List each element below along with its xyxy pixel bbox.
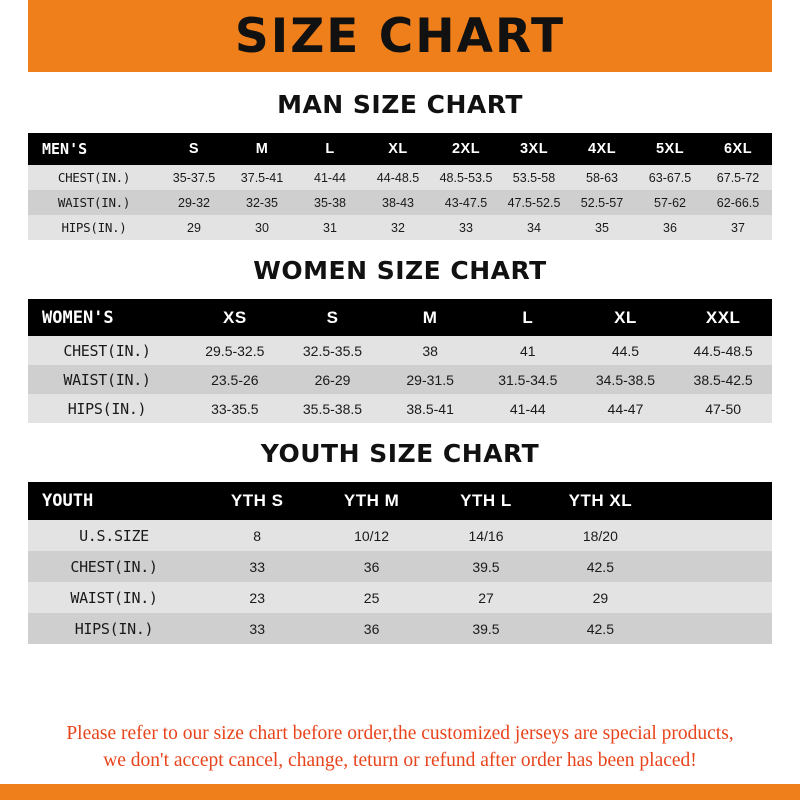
table-cell: 39.5 — [472, 558, 500, 575]
women-col-xl: XL — [614, 307, 637, 327]
table-cell: 35-37.5 — [172, 170, 216, 185]
table-cell: 38.5-41 — [406, 400, 454, 417]
table-row — [28, 165, 772, 190]
men-size-table — [28, 133, 772, 240]
table-cell: 42.5 — [586, 558, 614, 575]
table-cell: 29.5-32.5 — [205, 342, 265, 359]
table-cell: 53.5-58 — [512, 170, 556, 185]
table-cell: 32 — [391, 220, 405, 235]
table-cell: 38 — [422, 342, 438, 359]
men-row-label-hips: HIPS(IN.) — [61, 220, 127, 235]
table-cell: 41 — [520, 342, 536, 359]
table-cell: 23 — [249, 589, 265, 606]
table-cell: 32-35 — [246, 195, 278, 210]
table-cell: 63-67.5 — [648, 170, 692, 185]
table-cell: 62-66.5 — [716, 195, 760, 210]
table-row — [28, 365, 772, 394]
table-cell: 47.5-52.5 — [507, 195, 561, 210]
men-col-3xl: 3XL — [519, 141, 549, 157]
table-row — [28, 190, 772, 215]
footer-line-2: we don't accept cancel, change, teturn or refund after order has been placed! — [103, 749, 697, 771]
table-cell: 34.5-38.5 — [595, 371, 656, 388]
table-cell: 42.5 — [586, 620, 614, 637]
men-col-4xl: 4XL — [587, 141, 617, 157]
men-section-title: MAN SIZE CHART — [277, 90, 523, 119]
charts-container — [0, 72, 800, 721]
table-cell: 30 — [255, 220, 269, 235]
youth-row-label-chest: CHEST(IN.) — [70, 557, 158, 576]
women-col-xs: XS — [222, 307, 247, 327]
table-cell: 29-31.5 — [406, 371, 454, 388]
youth-row-label-waist: WAIST(IN.) — [70, 588, 158, 607]
header-right-margin — [772, 0, 800, 72]
women-corner-label: WOMEN'S — [42, 307, 114, 328]
table-cell: 38-43 — [382, 195, 414, 210]
table-row — [28, 582, 772, 613]
men-row-label-chest: CHEST(IN.) — [57, 170, 131, 185]
men-corner-label: MEN'S — [42, 140, 88, 158]
table-cell: 25 — [363, 589, 380, 606]
men-col-6xl: 6XL — [723, 141, 753, 157]
table-cell: 33 — [249, 620, 265, 637]
table-cell: 36 — [363, 620, 380, 637]
youth-col-s: YTH S — [230, 491, 284, 510]
youth-col-m: YTH M — [343, 491, 400, 510]
table-header-row — [28, 133, 772, 165]
women-size-table — [28, 299, 772, 423]
table-row — [28, 215, 772, 240]
table-cell-empty — [658, 582, 772, 613]
table-cell: 37.5-41 — [240, 170, 284, 185]
youth-col-spacer — [658, 482, 772, 520]
table-cell: 27 — [478, 589, 494, 606]
table-cell: 31 — [323, 220, 337, 235]
table-cell: 44.5 — [611, 342, 640, 359]
table-cell: 35-38 — [314, 195, 346, 210]
table-cell: 29 — [592, 589, 609, 606]
table-cell: 57-62 — [654, 195, 686, 210]
table-cell: 18/20 — [582, 527, 618, 544]
footer-note — [0, 721, 800, 784]
table-cell: 39.5 — [472, 620, 500, 637]
youth-size-table — [28, 482, 772, 644]
table-cell: 29-32 — [178, 195, 210, 210]
table-cell: 44.5-48.5 — [693, 342, 753, 359]
youth-row-label-hips: HIPS(IN.) — [74, 619, 154, 638]
bottom-band — [0, 784, 800, 800]
women-col-s: S — [326, 307, 339, 327]
men-row-label-waist: WAIST(IN.) — [57, 195, 131, 210]
table-cell: 31.5-34.5 — [498, 371, 558, 388]
women-row-label-chest: CHEST(IN.) — [63, 341, 151, 360]
women-row-label-waist: WAIST(IN.) — [63, 370, 151, 389]
men-col-s: S — [188, 141, 200, 157]
table-cell: 10/12 — [354, 527, 390, 544]
table-cell: 47-50 — [705, 400, 742, 417]
women-row-label-hips: HIPS(IN.) — [67, 399, 147, 418]
table-cell: 37 — [731, 220, 745, 235]
youth-col-xl: YTH XL — [568, 491, 633, 510]
table-row — [28, 394, 772, 423]
footer-line-1: Please refer to our size chart before order,the customized jerseys are special products, — [66, 723, 734, 745]
youth-corner-label: YOUTH — [42, 491, 94, 511]
table-cell: 14/16 — [468, 527, 504, 544]
youth-section-title: YOUTH SIZE CHART — [260, 439, 540, 468]
table-cell: 35.5-38.5 — [302, 400, 363, 417]
table-header-row — [28, 482, 772, 520]
page-title: SIZE CHART — [234, 8, 566, 64]
table-cell: 33 — [459, 220, 473, 235]
table-cell-empty — [658, 520, 772, 551]
table-cell: 44-48.5 — [376, 170, 420, 185]
table-row — [28, 613, 772, 644]
table-cell: 36 — [663, 220, 677, 235]
table-cell: 8 — [253, 527, 262, 544]
table-cell: 33-35.5 — [211, 400, 259, 417]
table-cell: 41-44 — [314, 170, 346, 185]
table-cell: 67.5-72 — [716, 170, 760, 185]
table-cell: 34 — [527, 220, 541, 235]
header-left-margin — [0, 0, 28, 72]
table-row — [28, 551, 772, 582]
men-col-5xl: 5XL — [655, 141, 685, 157]
table-cell: 36 — [363, 558, 380, 575]
youth-col-l: YTH L — [460, 491, 512, 510]
table-cell: 26-29 — [314, 371, 351, 388]
women-col-l: L — [522, 307, 534, 327]
table-cell: 48.5-53.5 — [439, 170, 493, 185]
youth-row-label-ussize: U.S.SIZE — [79, 526, 149, 545]
table-cell: 43-47.5 — [444, 195, 488, 210]
table-cell: 52.5-57 — [580, 195, 624, 210]
table-row — [28, 520, 772, 551]
women-col-xxl: XXL — [705, 307, 741, 327]
table-cell-empty — [658, 613, 772, 644]
table-cell: 32.5-35.5 — [302, 342, 363, 359]
men-col-xl: XL — [388, 141, 408, 157]
table-cell-empty — [658, 551, 772, 582]
table-row — [28, 336, 772, 365]
table-cell: 41-44 — [509, 400, 546, 417]
table-cell: 29 — [187, 220, 201, 235]
table-cell: 33 — [249, 558, 265, 575]
men-col-2xl: 2XL — [451, 141, 481, 157]
women-col-m: M — [422, 307, 438, 327]
table-cell: 44-47 — [607, 400, 644, 417]
women-section-title: WOMEN SIZE CHART — [253, 256, 547, 285]
table-cell: 58-63 — [586, 170, 618, 185]
men-col-m: M — [255, 141, 269, 157]
table-cell: 23.5-26 — [211, 371, 259, 388]
table-cell: 38.5-42.5 — [693, 371, 753, 388]
men-col-l: L — [325, 141, 335, 157]
table-cell: 35 — [595, 220, 609, 235]
table-header-row — [28, 299, 772, 336]
header-band — [0, 0, 800, 72]
